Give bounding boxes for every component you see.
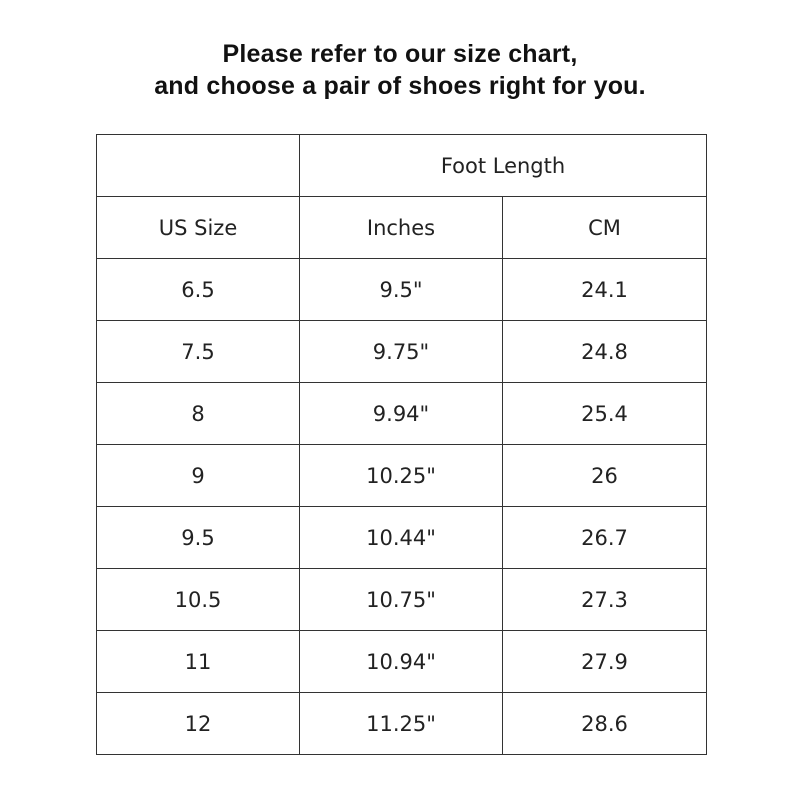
inches-cell: 10.94" bbox=[300, 631, 503, 693]
table-row bbox=[97, 321, 707, 383]
inches-cell: 10.75" bbox=[300, 569, 503, 631]
cm-cell: 27.3 bbox=[503, 569, 707, 631]
us-size-cell: 11 bbox=[97, 631, 300, 693]
column-header-inches: Inches bbox=[300, 197, 503, 259]
column-header-cm: CM bbox=[503, 197, 707, 259]
column-header-row bbox=[97, 197, 707, 259]
cm-cell: 25.4 bbox=[503, 383, 707, 445]
us-size-cell: 12 bbox=[97, 693, 300, 755]
table-row bbox=[97, 569, 707, 631]
group-header-row bbox=[97, 135, 707, 197]
table-row bbox=[97, 507, 707, 569]
table-row bbox=[97, 383, 707, 445]
cm-cell: 26.7 bbox=[503, 507, 707, 569]
inches-cell: 11.25" bbox=[300, 693, 503, 755]
cm-cell: 24.1 bbox=[503, 259, 707, 321]
us-size-cell: 6.5 bbox=[97, 259, 300, 321]
table-row bbox=[97, 259, 707, 321]
column-header-us-size: US Size bbox=[97, 197, 300, 259]
us-size-cell: 9.5 bbox=[97, 507, 300, 569]
inches-cell: 9.75" bbox=[300, 321, 503, 383]
table-row bbox=[97, 445, 707, 507]
table-row bbox=[97, 693, 707, 755]
size-chart-table bbox=[96, 134, 707, 755]
heading-line-2: and choose a pair of shoes right for you. bbox=[154, 72, 646, 100]
table-row bbox=[97, 631, 707, 693]
heading-line-1: Please refer to our size chart, bbox=[222, 40, 578, 68]
page-heading bbox=[0, 38, 800, 102]
cm-cell: 27.9 bbox=[503, 631, 707, 693]
inches-cell: 9.5" bbox=[300, 259, 503, 321]
cm-cell: 24.8 bbox=[503, 321, 707, 383]
inches-cell: 9.94" bbox=[300, 383, 503, 445]
cm-cell: 26 bbox=[503, 445, 707, 507]
us-size-cell: 7.5 bbox=[97, 321, 300, 383]
inches-cell: 10.25" bbox=[300, 445, 503, 507]
cm-cell: 28.6 bbox=[503, 693, 707, 755]
foot-length-header: Foot Length bbox=[300, 135, 707, 197]
empty-corner-cell bbox=[97, 135, 300, 197]
us-size-cell: 8 bbox=[97, 383, 300, 445]
us-size-cell: 10.5 bbox=[97, 569, 300, 631]
us-size-cell: 9 bbox=[97, 445, 300, 507]
inches-cell: 10.44" bbox=[300, 507, 503, 569]
